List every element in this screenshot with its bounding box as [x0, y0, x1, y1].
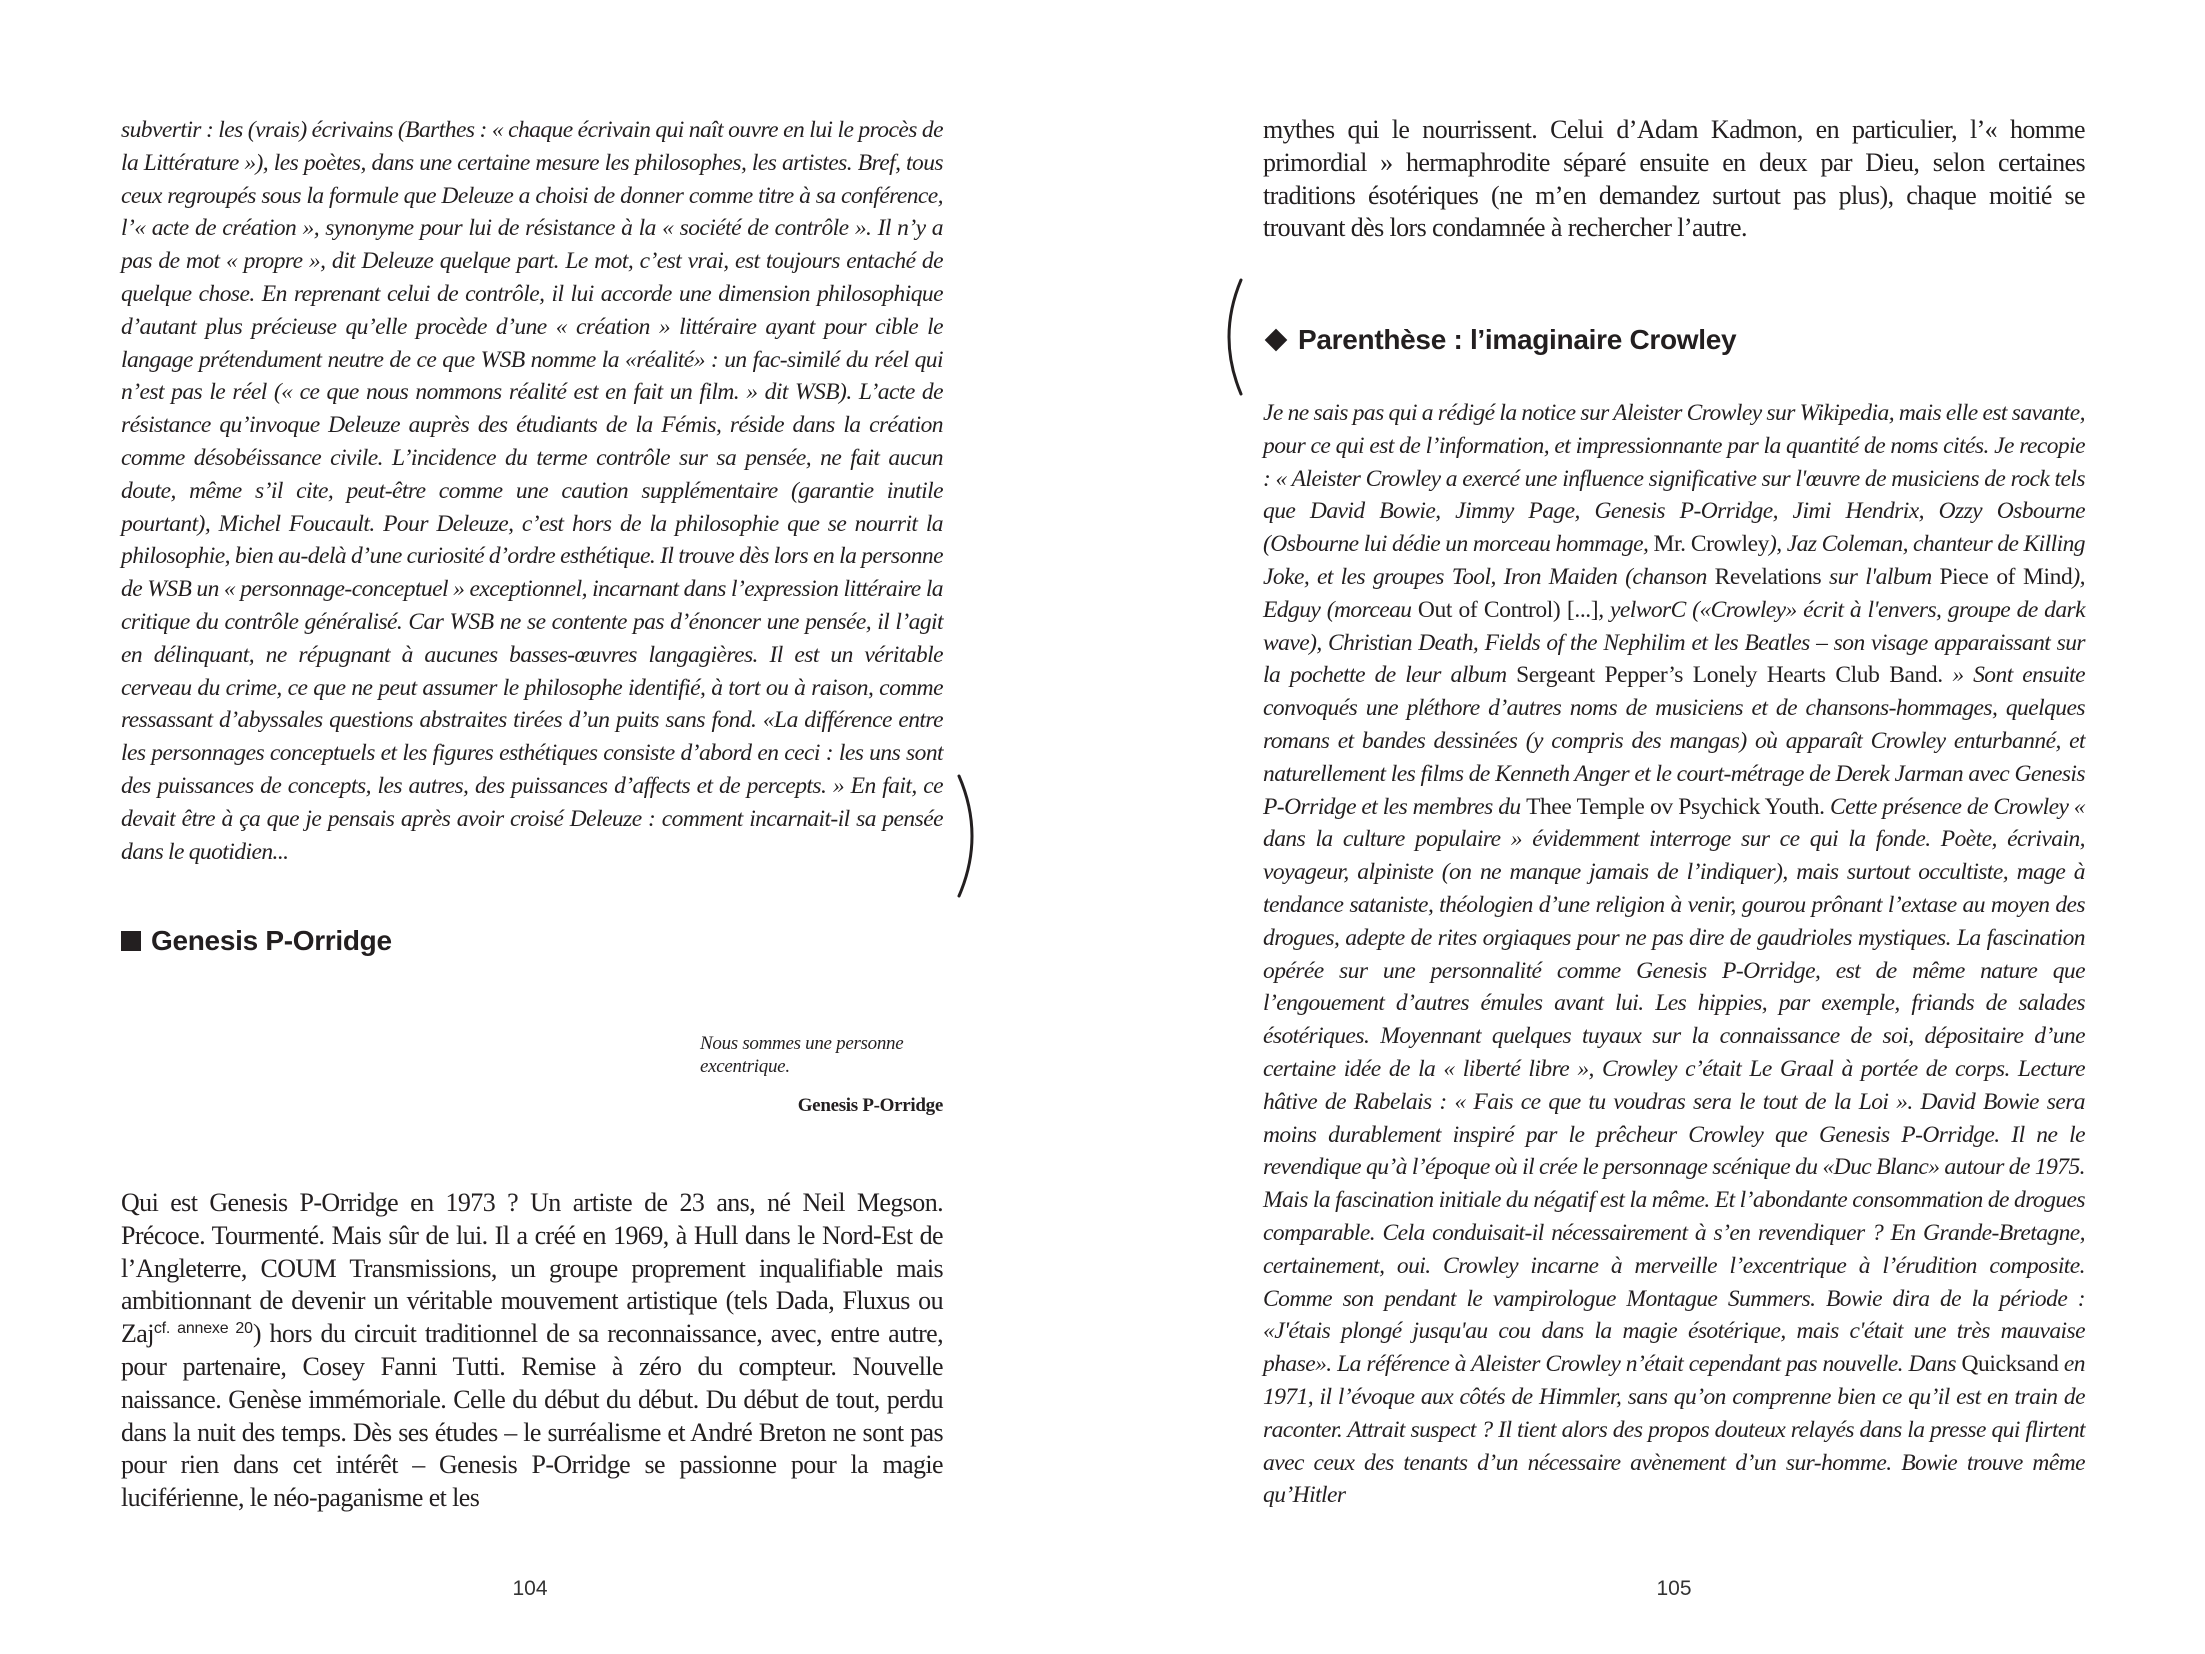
text-run: » Sont ensuite convoqués une pléthore d’autres noms de musiciens et de chansons-hommages, quelques romans et bandes dessinées (y compris des mangas) où apparaît Crowley enturbanné, et naturellement les films de Kenneth Anger et le court-métrage de Derek Jarman avec Genesis P-Orridge et les membres du [1263, 662, 2086, 820]
text-run: ), Jaz Coleman, chanteur de Killing Joke, et les groupes Tool, Iron Maiden (chanson [1263, 531, 2085, 590]
text-run: Cette présence de Crowley « dans la culture populaire » évidemment interroge sur ce qui la fonde. Poète, écrivain, voyageur, alpiniste (on ne manque jamais de l’indiquer), mais surtout occultiste, mage à tendance sataniste, théologien d’une religion à venir, gourou prônant l’extase au moyen des drogues, adepte de rites orgiaques pour ne pas dire de gaudrioles mystiques. La fascination opérée sur une personnalité comme Genesis P-Orridge, est de même nature que l’engouement d’autres émules avant lui. Les hippies, par exemple, friands de salades ésotériques. Moyennant quelques tuyaux sur la connaissance de soi, dépositaire d’une certaine idée de la « liberté libre », Crowley c’était Le Graal à portée de corps. Lecture hâtive de Rabelais : « Fais ce que tu voudras sera le tout de la Loi ». David Bowie sera moins durablement inspiré par le prêcheur Crowley que Genesis P-Orridge. Il ne le revendique qu’à l’époque où il crée le personnage scénique du «Duc Blanc» autour de 1975. Mais la fascination initiale du négatif est la même. Et l’abondante consommation de drogues comparable. Cela conduisait-il nécessairement à s’en revendiquer ? En Grande-Bretagne, certainement, oui. Crowley incarne à merveille l’excentrique à l’érudition composite. Comme son pendant le vampirologue Montague Summers. Bowie dira de la période : «J'étais plongé jusqu'au cou dans la magie ésotérique, mais c'était une très mauvaise phase». La référence à Aleister Crowley n’était cependant pas nouvelle. Dans [1263, 793, 2085, 1378]
open-parenthesis-icon [1219, 276, 1245, 398]
square-bullet-icon [121, 931, 141, 951]
epigraph-quote: Nous sommes une personne excentrique. [700, 1033, 904, 1077]
page-number: 105 [1656, 1577, 1692, 1600]
group-name: Thee Temple ov Psychick Youth. [1526, 793, 1825, 820]
song-title: Mr. Crowley [1653, 531, 1770, 558]
text-run: , yelworC («Crowley» écrit à l'envers, groupe de dark wave), Christian Death, Fields of the Nephilim et les Beatles – son visage apparaissant sur la pochette de leur album [1263, 596, 2086, 689]
text-run: sur l'album [1821, 563, 1940, 590]
diamond-bullet-icon [1265, 329, 1288, 352]
section-heading-title: Parenthèse : l’imaginaire Crowley [1298, 324, 1737, 355]
section-heading-genesis [121, 924, 392, 958]
song-title: Revelations [1714, 563, 1822, 590]
close-parenthesis-icon [955, 772, 985, 900]
text-run: en 1971, il l’évoque aux côtés de Himmler, sans qu’on comprenne bien ce qu’il est en train de raconter. Attrait suspect ? Il tient alors des propos douteux relayés dans la presse qui flirtent avec ceux des tenants d’un nécessaire avènement d’un sur-homme. Bowie trouve même qu’Hitler [1263, 1351, 2086, 1509]
continued-paragraph: subvertir : les (vrais) écrivains (Barthes : « chaque écrivain qui naît ouvre en lui le procès de la Littérature »), les poètes, dans une certaine mesure les philosophes, les artistes. Bref, tous ceux regroupés sous la formule que Deleuze a choisi de donner comme titre à sa conférence, l’« acte de création », synonyme pour lui de résistance à la « société de contrôle ». Il n’y a pas de mot « propre », dit Deleuze quelque part. Le mot, c’est vrai, est toujours entaché de quelque chose. En reprenant celui de contrôle, il lui accorde une dimension philosophique d’autant plus précieuse qu’elle procède d’une « création » littéraire ayant pour cible le langage prétendument neutre de ce que WSB nomme la «réalité» : un fac-similé du réel qui n’est pas le réel (« ce que nous nommons réalité est en fait un film. » dit WSB). L’acte de résistance qu’invoque Deleuze auprès des étudiants de la Fémis, réside dans la création comme désobéissance civile. L’incidence du terme contrôle sur sa pensée, ne fait aucun doute, même s’il cite, peut-être comme une caution supplémentaire (garantie inutile pourtant), Michel Foucault. Pour Deleuze, c’est hors de la philosophie que se nourrit la philosophie, bien au-delà d’une curiosité d’ordre esthétique. Il trouve dès lors en la personne de WSB un « personnage-conceptuel » exceptionnel, incarnant dans l’expression littéraire la critique du contrôle généralisé. Car WSB ne se contente pas d’énoncer une pensée, il l’agit en délinquant, ne répugnant à aucunes basses-œuvres langagières. Il est un véritable cerveau du crime, ce que ne peut assumer le philosophe identifié, à tort ou à raison, comme ressassant d’abyssales questions abstraites tirées d’un puits sans fond. «La différence entre les personnages conceptuels et les figures esthétiques consiste d’abord en ceci : les uns sont des puissances de concepts, les autres, des puissances d’affects et de percepts. » En fait, ce devait être à ça que je pensais après avoir croisé Deleuze : comment incarnait-il sa pensée dans le quotidien... [121, 117, 943, 865]
page-number: 104 [512, 1577, 548, 1600]
body-paragraph [121, 1187, 943, 1515]
epigraph [700, 1032, 943, 1117]
album-title: Piece of Mind [1939, 563, 2073, 590]
continued-paragraph: mythes qui le nourrissent. Celui d’Adam Kadmon, en particulier, l’« homme primordial » hermaphrodite séparé ensuite en deux par Dieu, selon certaines traditions ésotériques (ne m’en demandez surtout pas plus), chaque moitié se trouvant dès lors condamnée à rechercher l’autre. [1263, 115, 2085, 243]
section-heading-title: Genesis P-Orridge [151, 925, 392, 956]
body-text-after-note: ) hors du circuit traditionnel de sa reconnaissance, avec, entre autre, pour partenaire, Cosey Fanni Tutti. Remise à zéro du compteur. Nouvelle naissance. Genèse immémoriale. Celle du début du début. Du début de tout, perdu dans la nuit des temps. Dès ses études – le surréalisme et André Breton ne sont pas pour rien dans cet intérêt – Genesis P-Orridge se passionne pour la magie luciférienne, le néo-paganisme et les [121, 1319, 943, 1513]
album-title: Sergeant Pepper’s Lonely Hearts Club Band. [1516, 662, 1943, 689]
section-heading-crowley [1263, 323, 1736, 357]
song-title: Out of Control) [...] [1417, 596, 1599, 623]
song-title: Quicksand [1961, 1351, 2059, 1378]
left-page [0, 0, 1102, 1654]
text-run: ), Edguy (morceau [1263, 563, 2085, 623]
annex-note-reference[interactable]: cf. annexe 20 [153, 1320, 253, 1338]
text-run: Je ne sais pas qui a rédigé la notice sur Aleister Crowley sur Wikipedia, mais elle est savante, pour ce qui est de l’information, et impressionnante par la quantité de noms cités. Je recopie : « Aleister Crowley a exercé une influence significative sur l'œuvre de musiciens de rock tels que David Bowie, Jimmy Page, Genesis P-Orridge, Jimi Hendrix, Ozzy Osbourne (Osbourne lui dédie un morceau hommage, [1263, 400, 2085, 558]
parenthesis-paragraph [1263, 397, 2085, 1512]
body-text-before-note: Qui est Genesis P-Orridge en 1973 ? Un artiste de 23 ans, né Neil Megson. Précoce. Tourmenté. Mais sûr de lui. Il a créé en 1969, à Hull dans le Nord-Est de l’Angleterre, COUM Transmissions, un groupe proprement inqualifiable mais ambitionnant de devenir un véritable mouvement artistique (tels Dada, Fluxus ou Zaj [121, 1188, 943, 1349]
right-page [1103, 0, 2205, 1654]
epigraph-author: Genesis P-Orridge [797, 1095, 943, 1116]
